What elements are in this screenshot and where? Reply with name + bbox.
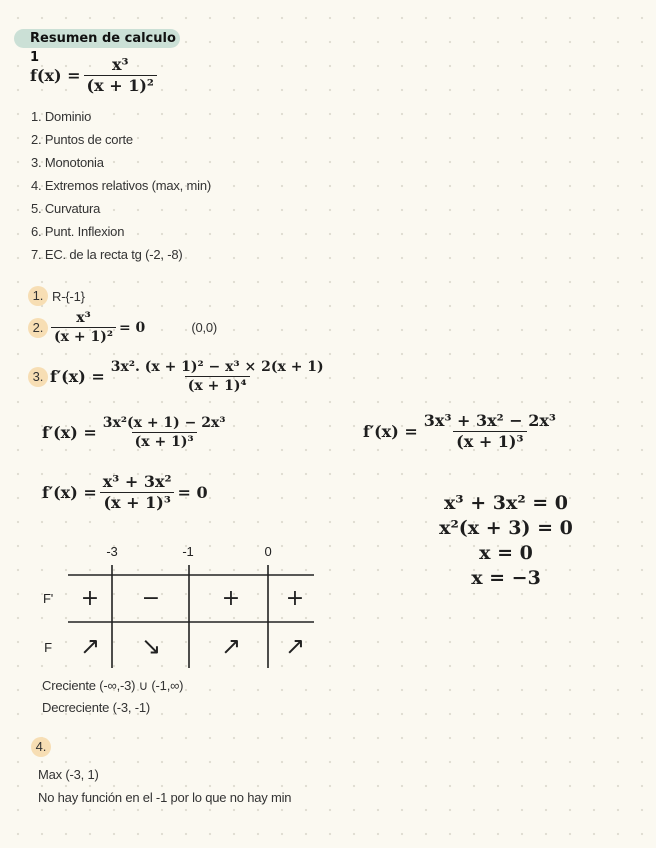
function-definition <box>30 56 160 96</box>
row-label-function: F <box>44 640 52 655</box>
derivative-1-denominator: (x + 1)⁴ <box>185 376 250 394</box>
derivative-4-fraction <box>100 473 175 513</box>
arrow-cell: ↗ <box>220 632 242 660</box>
sign-cell: + <box>285 586 305 611</box>
derivative-4 <box>42 473 208 513</box>
intercept-denominator: (x + 1)² <box>51 327 116 345</box>
sign-cell: + <box>80 586 100 611</box>
table-header: 0 <box>264 544 272 559</box>
section-4 <box>31 736 51 757</box>
derivative-4-lhs: f′(x) = <box>42 483 97 503</box>
section-2-number: 2. <box>28 318 48 338</box>
derivative-1-numerator: 3x². (x + 1)² − x³ × 2(x + 1) <box>110 359 324 375</box>
derivative-4-numerator: x³ + 3x² <box>102 472 172 491</box>
function-fraction <box>84 56 157 96</box>
derivative-1-lhs: f′(x) = <box>50 367 105 387</box>
solve-line: x = −3 <box>471 567 541 589</box>
decreasing-interval: Decreciente (-3, -1) <box>42 700 150 715</box>
arrow-cell: ↘ <box>140 632 162 660</box>
derivative-3-numerator: 3x³ + 3x² − 2x³ <box>423 411 556 430</box>
derivative-3-denominator: (x + 1)³ <box>453 431 526 451</box>
steps-list <box>31 109 211 270</box>
function-numerator: x³ <box>111 55 129 74</box>
step-item: 7. EC. de la recta tg (-2, -8) <box>31 247 183 262</box>
table-header: -3 <box>106 544 118 559</box>
solve-steps <box>426 491 586 591</box>
section-2 <box>28 310 217 345</box>
solve-line: x = 0 <box>479 542 533 564</box>
max-point: Max (-3, 1) <box>38 767 99 782</box>
arrow-cell: ↗ <box>284 632 306 660</box>
function-lhs: f(x) = <box>30 66 81 86</box>
sign-table <box>30 540 330 670</box>
domain-result: R-{-1} <box>52 288 85 304</box>
derivative-2 <box>42 415 232 450</box>
step-item: 2. Puntos de corte <box>31 132 133 147</box>
derivative-3-fraction <box>421 412 559 452</box>
section-1-number: 1. <box>28 286 48 306</box>
solve-line: x²(x + 3) = 0 <box>439 517 573 539</box>
derivative-1-fraction <box>108 359 327 394</box>
derivative-4-denominator: (x + 1)³ <box>100 492 173 512</box>
derivative-4-equals: = 0 <box>177 483 208 503</box>
derivative-2-lhs: f′(x) = <box>42 423 97 443</box>
derivative-2-numerator: 3x²(x + 1) − 2x³ <box>102 415 226 431</box>
row-label-derivative: F' <box>42 591 54 606</box>
arrow-cell: ↗ <box>79 632 101 660</box>
table-header: -1 <box>182 544 194 559</box>
step-item: 5. Curvatura <box>31 201 101 216</box>
section-3 <box>28 359 330 394</box>
intercept-fraction <box>51 310 116 345</box>
section-4-number: 4. <box>31 737 51 757</box>
step-item: 1. Dominio <box>31 109 92 124</box>
derivative-2-fraction <box>100 415 229 450</box>
step-item: 6. Punt. Inflexion <box>31 224 125 239</box>
function-denominator: (x + 1)² <box>84 75 157 95</box>
sign-cell: + <box>221 586 241 611</box>
intercept-numerator: x³ <box>76 310 91 326</box>
derivative-3-lhs: f′(x) = <box>363 422 418 442</box>
section-3-number: 3. <box>28 367 48 387</box>
page-title: Resumen de calculo 1 <box>14 29 180 48</box>
sign-cell: − <box>141 586 161 611</box>
intercept-point: (0,0) <box>191 320 218 336</box>
section-1 <box>28 286 85 306</box>
step-item: 3. Monotonia <box>31 155 104 170</box>
step-item: 4. Extremos relativos (max, min) <box>31 178 211 193</box>
intercept-equals: = 0 <box>118 319 146 336</box>
derivative-3 <box>363 412 562 452</box>
solve-line: x³ + 3x² = 0 <box>443 492 569 514</box>
min-note: No hay función en el -1 por lo que no hay min <box>38 790 292 805</box>
increasing-interval: Creciente (-∞,-3) ∪ (-1,∞) <box>42 678 184 693</box>
derivative-2-denominator: (x + 1)³ <box>132 432 197 450</box>
